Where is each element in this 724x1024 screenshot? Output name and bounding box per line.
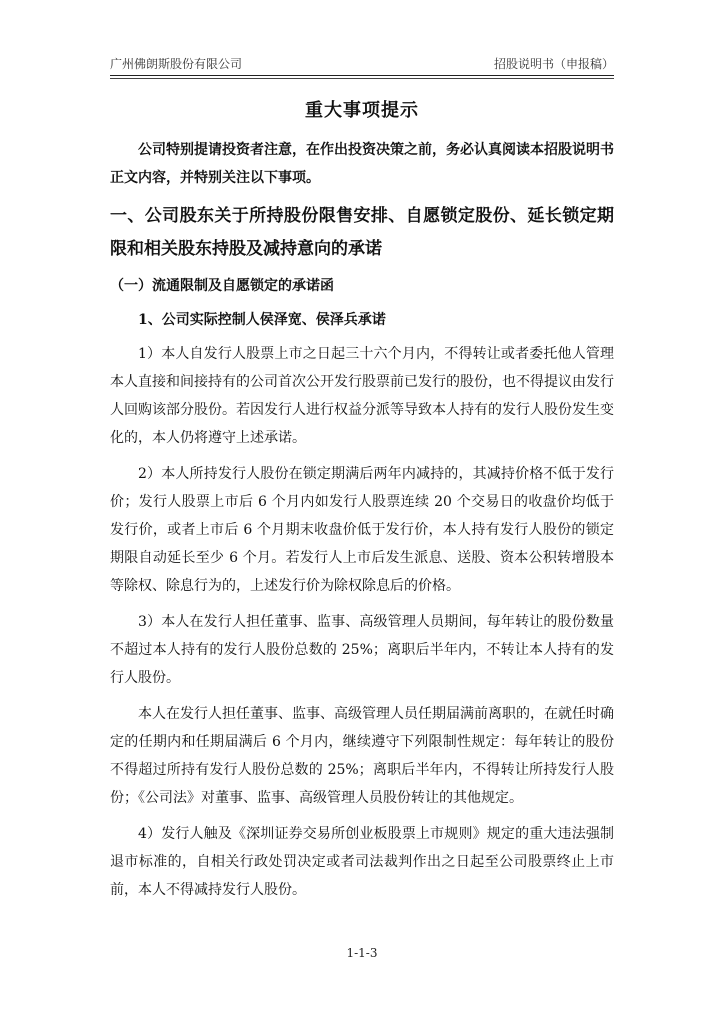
paragraph-3: 3）本人在发行人担任董事、监事、高级管理人员期间，每年转让的股份数量不超过本人持有的发行人股份总数的 25%；离职后半年内，不转让本人持有的发行人股份。 xyxy=(110,614,614,686)
page-header xyxy=(110,50,614,76)
intro-paragraph: 公司特别提请投资者注意，在作出投资决策之前，务必认真阅读本招股说明书正文内容，并特别关注以下事项。 xyxy=(110,142,614,186)
page-number: 1-1-3 xyxy=(346,946,378,960)
paragraph-1: 1）本人自发行人股票上市之日起三十六个月内，不得转让或者委托他人管理本人直接和间接持有的公司首次公开发行股票前已发行的股份，也不得提议由发行人回购该部分股份。若因发行人进行权益分派等导致本人持有的发行人股份发生变化的，本人仍将遵守上述承诺。 xyxy=(110,346,614,446)
section-heading-1: 一、公司股东关于所持股份限售安排、自愿锁定股份、延长锁定期限和相关股东持股及减持意向的承诺 xyxy=(110,206,614,259)
paragraph-4: 本人在发行人担任董事、监事、高级管理人员任期届满前离职的，在就任时确定的任期内和任期届满后 6 个月内，继续遵守下列限制性规定：每年转让的股份不得超过所持有发行人股份总数的 25%；离职后半年内，不得转让所持发行人股份；《公司法》对董事、监事、高级管理人员股份转让的其他规定。 xyxy=(110,706,614,806)
page-content xyxy=(110,96,614,912)
subsection-heading: （一）流通限制及自愿锁定的承诺函 xyxy=(110,278,334,294)
header-company-name: 广州佛朗斯股份有限公司 xyxy=(110,57,243,71)
paragraph-5: 4）发行人触及《深圳证券交易所创业板股票上市规则》规定的重大违法强制退市标准的，自相关行政处罚决定或者司法裁判作出之日起至公司股票终止上市前，本人不得减持发行人股份。 xyxy=(110,826,614,898)
item-heading: 1、公司实际控制人侯泽宽、侯泽兵承诺 xyxy=(138,312,386,328)
page-title: 重大事项提示 xyxy=(305,100,419,121)
header-document-type: 招股说明书（申报稿） xyxy=(493,57,614,71)
paragraph-2: 2）本人所持发行人股份在锁定期满后两年内减持的，其减持价格不低于发行价；发行人股票上市后 6 个月内如发行人股票连续 20 个交易日的收盘价均低于发行价，或者上市后 6 个月期末收盘价低于发行价，本人持有发行人股份的锁定期限自动延长至少 6 个月。若发行人上市后发生派息、送股、资本公积转增股本等除权、除息行为的，上述发行价为除权除息后的价格。 xyxy=(110,466,614,594)
